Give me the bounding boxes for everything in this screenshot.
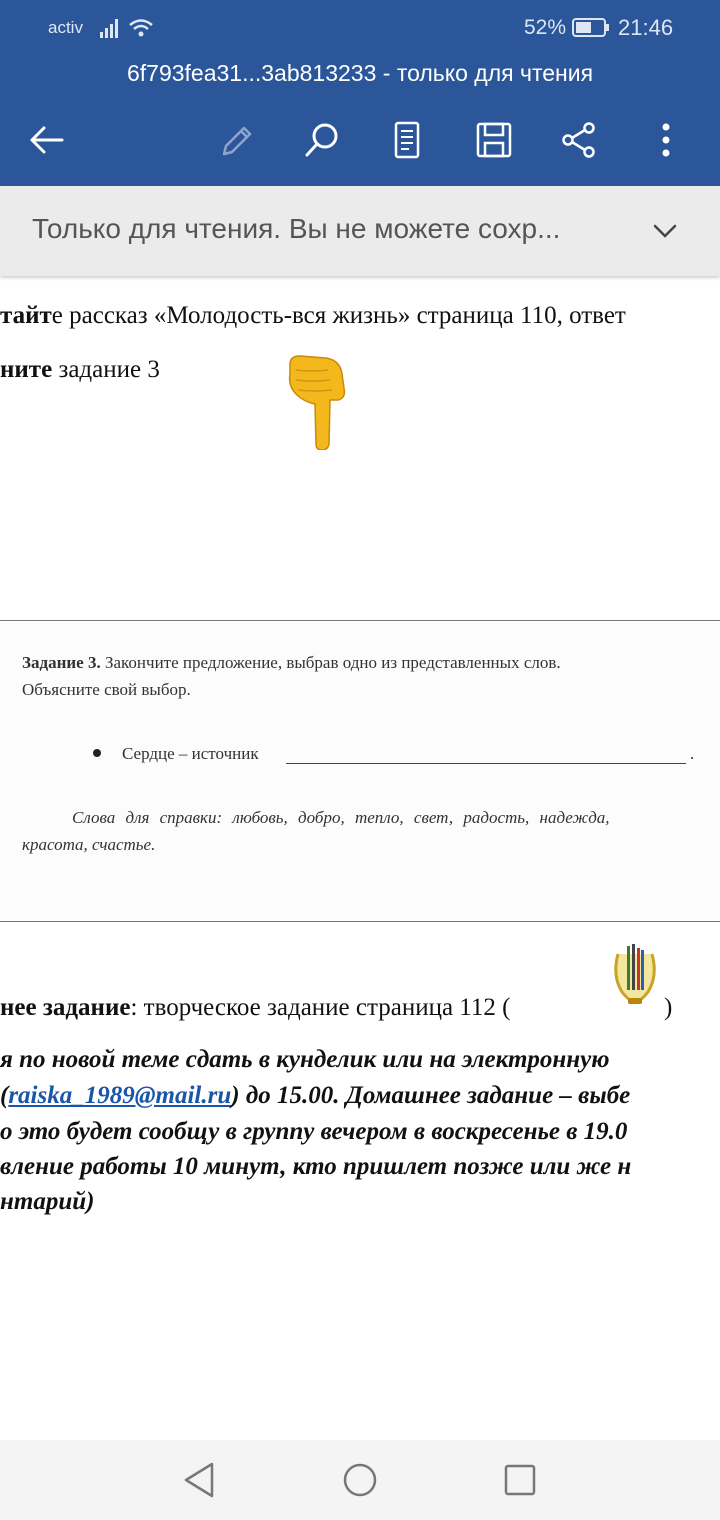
notice-line-3: о это будет сообщу в группу вечером в воскресенье в 19.0: [0, 1118, 628, 1145]
edit-button[interactable]: [210, 112, 262, 168]
notice-line-2: [0, 1082, 630, 1110]
doc-line-2: [0, 356, 160, 384]
more-icon: [646, 120, 686, 160]
lyre-pencils-icon: [610, 942, 660, 1008]
search-button[interactable]: [296, 112, 348, 168]
notice-line-4: вление работы 10 минут, кто пришлет позже или же н: [0, 1153, 632, 1180]
nav-back-icon[interactable]: [178, 1458, 222, 1502]
save-button[interactable]: [468, 112, 520, 168]
reading-view-icon: [387, 120, 427, 160]
doc-line-2-text: задание 3: [52, 356, 160, 383]
task-title-line2: Объясните свой выбор.: [22, 680, 191, 699]
carrier-label: activ: [48, 18, 83, 37]
doc-line-2-bold: ните: [0, 356, 53, 383]
share-icon: [559, 120, 599, 160]
task-3-scan: [0, 622, 720, 920]
signal-wifi-icon: [100, 17, 156, 39]
back-arrow-icon: [26, 120, 66, 160]
doc-line-1-text: е рассказ «Молодость-вся жизнь» страница 110, ответ: [51, 302, 626, 329]
banner-text: Только для чтения. Вы не можете сохр...: [32, 213, 561, 244]
task-title-text: Закончите предложение, выбрав одно из представленных слов.: [100, 653, 561, 672]
hint-line-2: красота, счастье.: [22, 835, 156, 854]
task-title-bold: Задание 3.: [22, 653, 101, 672]
notice-line-1: я по новой теме сдать в кунделик или на электронную: [0, 1046, 610, 1073]
status-bar: [0, 0, 720, 56]
answer-blank-line: [286, 763, 686, 764]
homework-close: ): [664, 994, 673, 1021]
save-icon: [474, 120, 514, 160]
search-icon: [302, 120, 342, 160]
hint-line-1: Слова для справки: любовь, добро, тепло, свет, радость, надежда,: [72, 808, 610, 827]
divider-bottom: [0, 921, 720, 922]
share-button[interactable]: [553, 112, 605, 168]
more-options-button[interactable]: [640, 112, 692, 168]
notice-line-2-text: ) до 15.00. Домашнее задание – выбе: [231, 1082, 631, 1109]
nav-home-icon[interactable]: [338, 1458, 382, 1502]
edit-pencil-icon: [216, 120, 256, 160]
app-header: [0, 0, 720, 186]
battery-percent: 52%: [524, 16, 567, 39]
divider-top: [0, 620, 720, 621]
document-page[interactable]: [0, 276, 720, 1440]
bullet-end: .: [690, 744, 695, 763]
clock: 21:46: [618, 15, 674, 40]
task-title: [22, 653, 561, 673]
document-title: 6f793fea31...3ab813233 - только для чтения: [126, 60, 594, 86]
doc-line-1-bold: тайт: [0, 302, 52, 329]
reading-view-button[interactable]: [381, 112, 433, 168]
email-link[interactable]: raiska_1989@mail.ru: [8, 1082, 232, 1109]
nav-recents-icon[interactable]: [498, 1458, 542, 1502]
back-button[interactable]: [20, 112, 72, 168]
bullet-dot: [93, 749, 101, 757]
notice-line-5: нтарий): [0, 1188, 95, 1215]
doc-line-1: [0, 302, 626, 330]
bullet-text: Сердце – источник: [122, 744, 259, 763]
read-only-banner[interactable]: [0, 186, 720, 276]
system-nav-bar: [0, 1440, 720, 1520]
homework-text: : творческое задание страница 112 (: [130, 994, 511, 1021]
notice-paren: (: [0, 1082, 9, 1109]
homework-bold: нее задание: [0, 994, 131, 1021]
battery-icon: [572, 17, 610, 38]
homework-line: [0, 994, 510, 1022]
chevron-down-icon[interactable]: [650, 216, 680, 246]
pointing-down-hand-icon: [282, 354, 352, 450]
